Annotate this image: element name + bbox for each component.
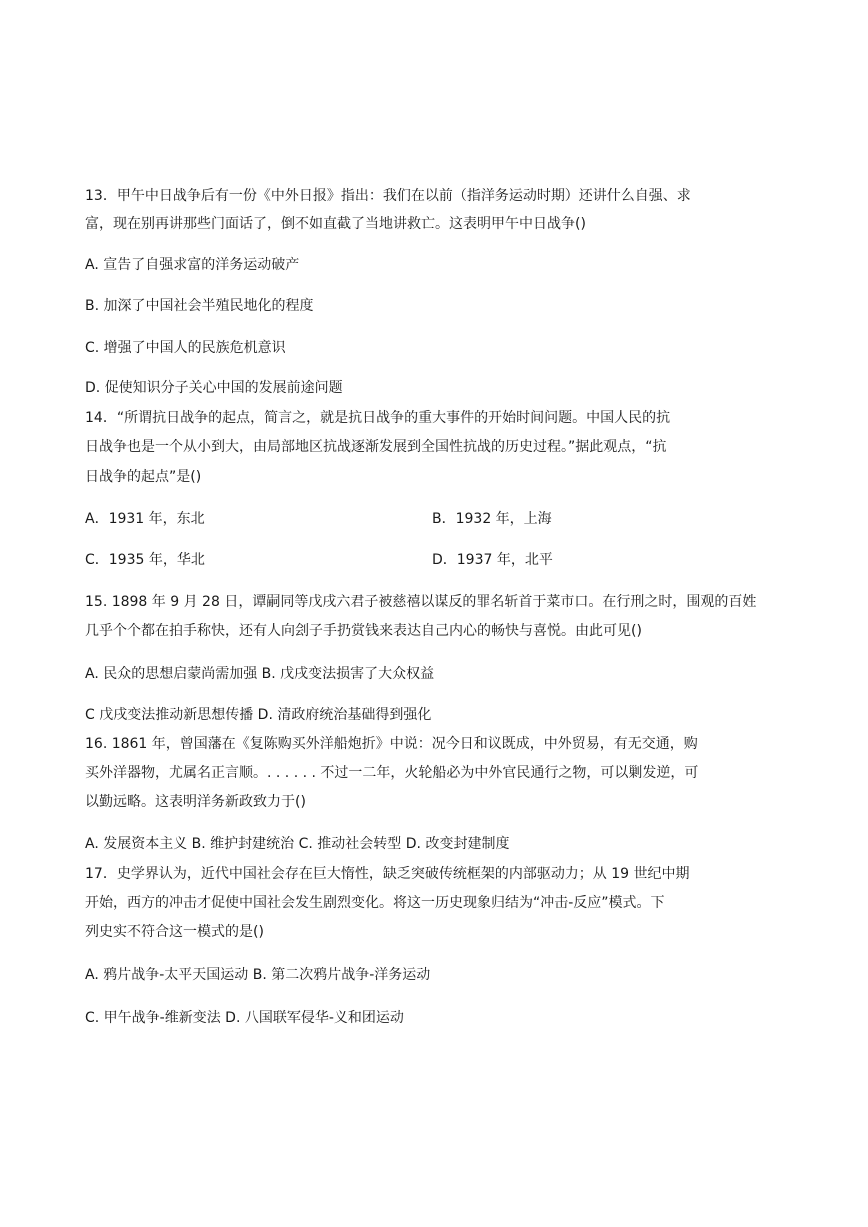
question-stem-line: 16. 1861 年，曾国藩在《复陈购买外洋船炮折》中说：况今日和议既成，中外贸易，有无交通，购 (85, 736, 698, 752)
question-stem-line: 几乎个个都在拍手称快，还有人向刽子手扔赏钱来表达自己内心的畅快与喜悦。由此可见() (85, 623, 642, 639)
question-stem-line: 13．甲午中日战争后有一份《中外日报》指出：我们在以前（指洋务运动时期）还讲什么自强、求 (85, 188, 691, 204)
question-stem-line: 开始，西方的冲击才促使中国社会发生剧烈变化。将这一历史现象归结为“冲击-反应”模式。下 (85, 895, 665, 911)
option-b: B. 加深了中国社会半殖民地化的程度 (85, 298, 314, 314)
question-stem-line: 14．“所谓抗日战争的起点，简言之，就是抗日战争的重大事件的开始时间问题。中国人民的抗 (85, 410, 671, 426)
question-stem-line: 日战争也是一个从小到大，由局部地区抗战逐渐发展到全国性抗战的历史过程。”据此观点，“抗 (85, 439, 667, 455)
option-a: A．1931 年，东北 (85, 511, 205, 527)
option-line-ab: A. 鸦片战争-太平天国运动 B. 第二次鸦片战争-洋务运动 (85, 967, 431, 983)
question-stem-line: 日战争的起点”是() (85, 469, 202, 485)
question-stem-line: 列史实不符合这一模式的是() (85, 924, 264, 940)
option-b: B．1932 年，上海 (432, 511, 552, 527)
option-line-ab: A. 民众的思想启蒙尚需加强 B. 戊戌变法损害了大众权益 (85, 666, 435, 682)
option-c: C．1935 年，华北 (85, 552, 205, 568)
option-d: D. 促使知识分子关心中国的发展前途问题 (85, 380, 343, 396)
question-stem-line: 15. 1898 年 9 月 28 日，谭嗣同等戊戌六君子被慈禧以谋反的罪名斩首于菜市口。在行刑之时，围观的百姓 (85, 594, 757, 610)
question-stem-line: 以勤远略。这表明洋务新政致力于() (85, 794, 306, 810)
option-a: A. 宣告了自强求富的洋务运动破产 (85, 257, 300, 273)
option-line-abcd: A. 发展资本主义 B. 维护封建统治 C. 推动社会转型 D. 改变封建制度 (85, 836, 510, 852)
option-d: D．1937 年，北平 (432, 552, 553, 568)
option-line-cd: C 戊戌变法推动新思想传播 D. 清政府统治基础得到强化 (85, 707, 432, 723)
question-stem-line: 17．史学界认为，近代中国社会存在巨大惰性，缺乏突破传统框架的内部驱动力；从 19 世纪中期 (85, 866, 690, 882)
option-c: C. 增强了中国人的民族危机意识 (85, 340, 286, 356)
question-stem-line: 富，现在别再讲那些门面话了，倒不如直截了当地讲救亡。这表明甲午中日战争() (85, 216, 586, 232)
option-line-cd: C. 甲午战争-维新变法 D. 八国联军侵华-义和团运动 (85, 1010, 404, 1026)
question-stem-line: 买外洋器物，尤属名正言顺。. . . . . . 不过一二年，火轮船必为中外官民通行之物，可以剿发逆，可 (85, 765, 699, 781)
